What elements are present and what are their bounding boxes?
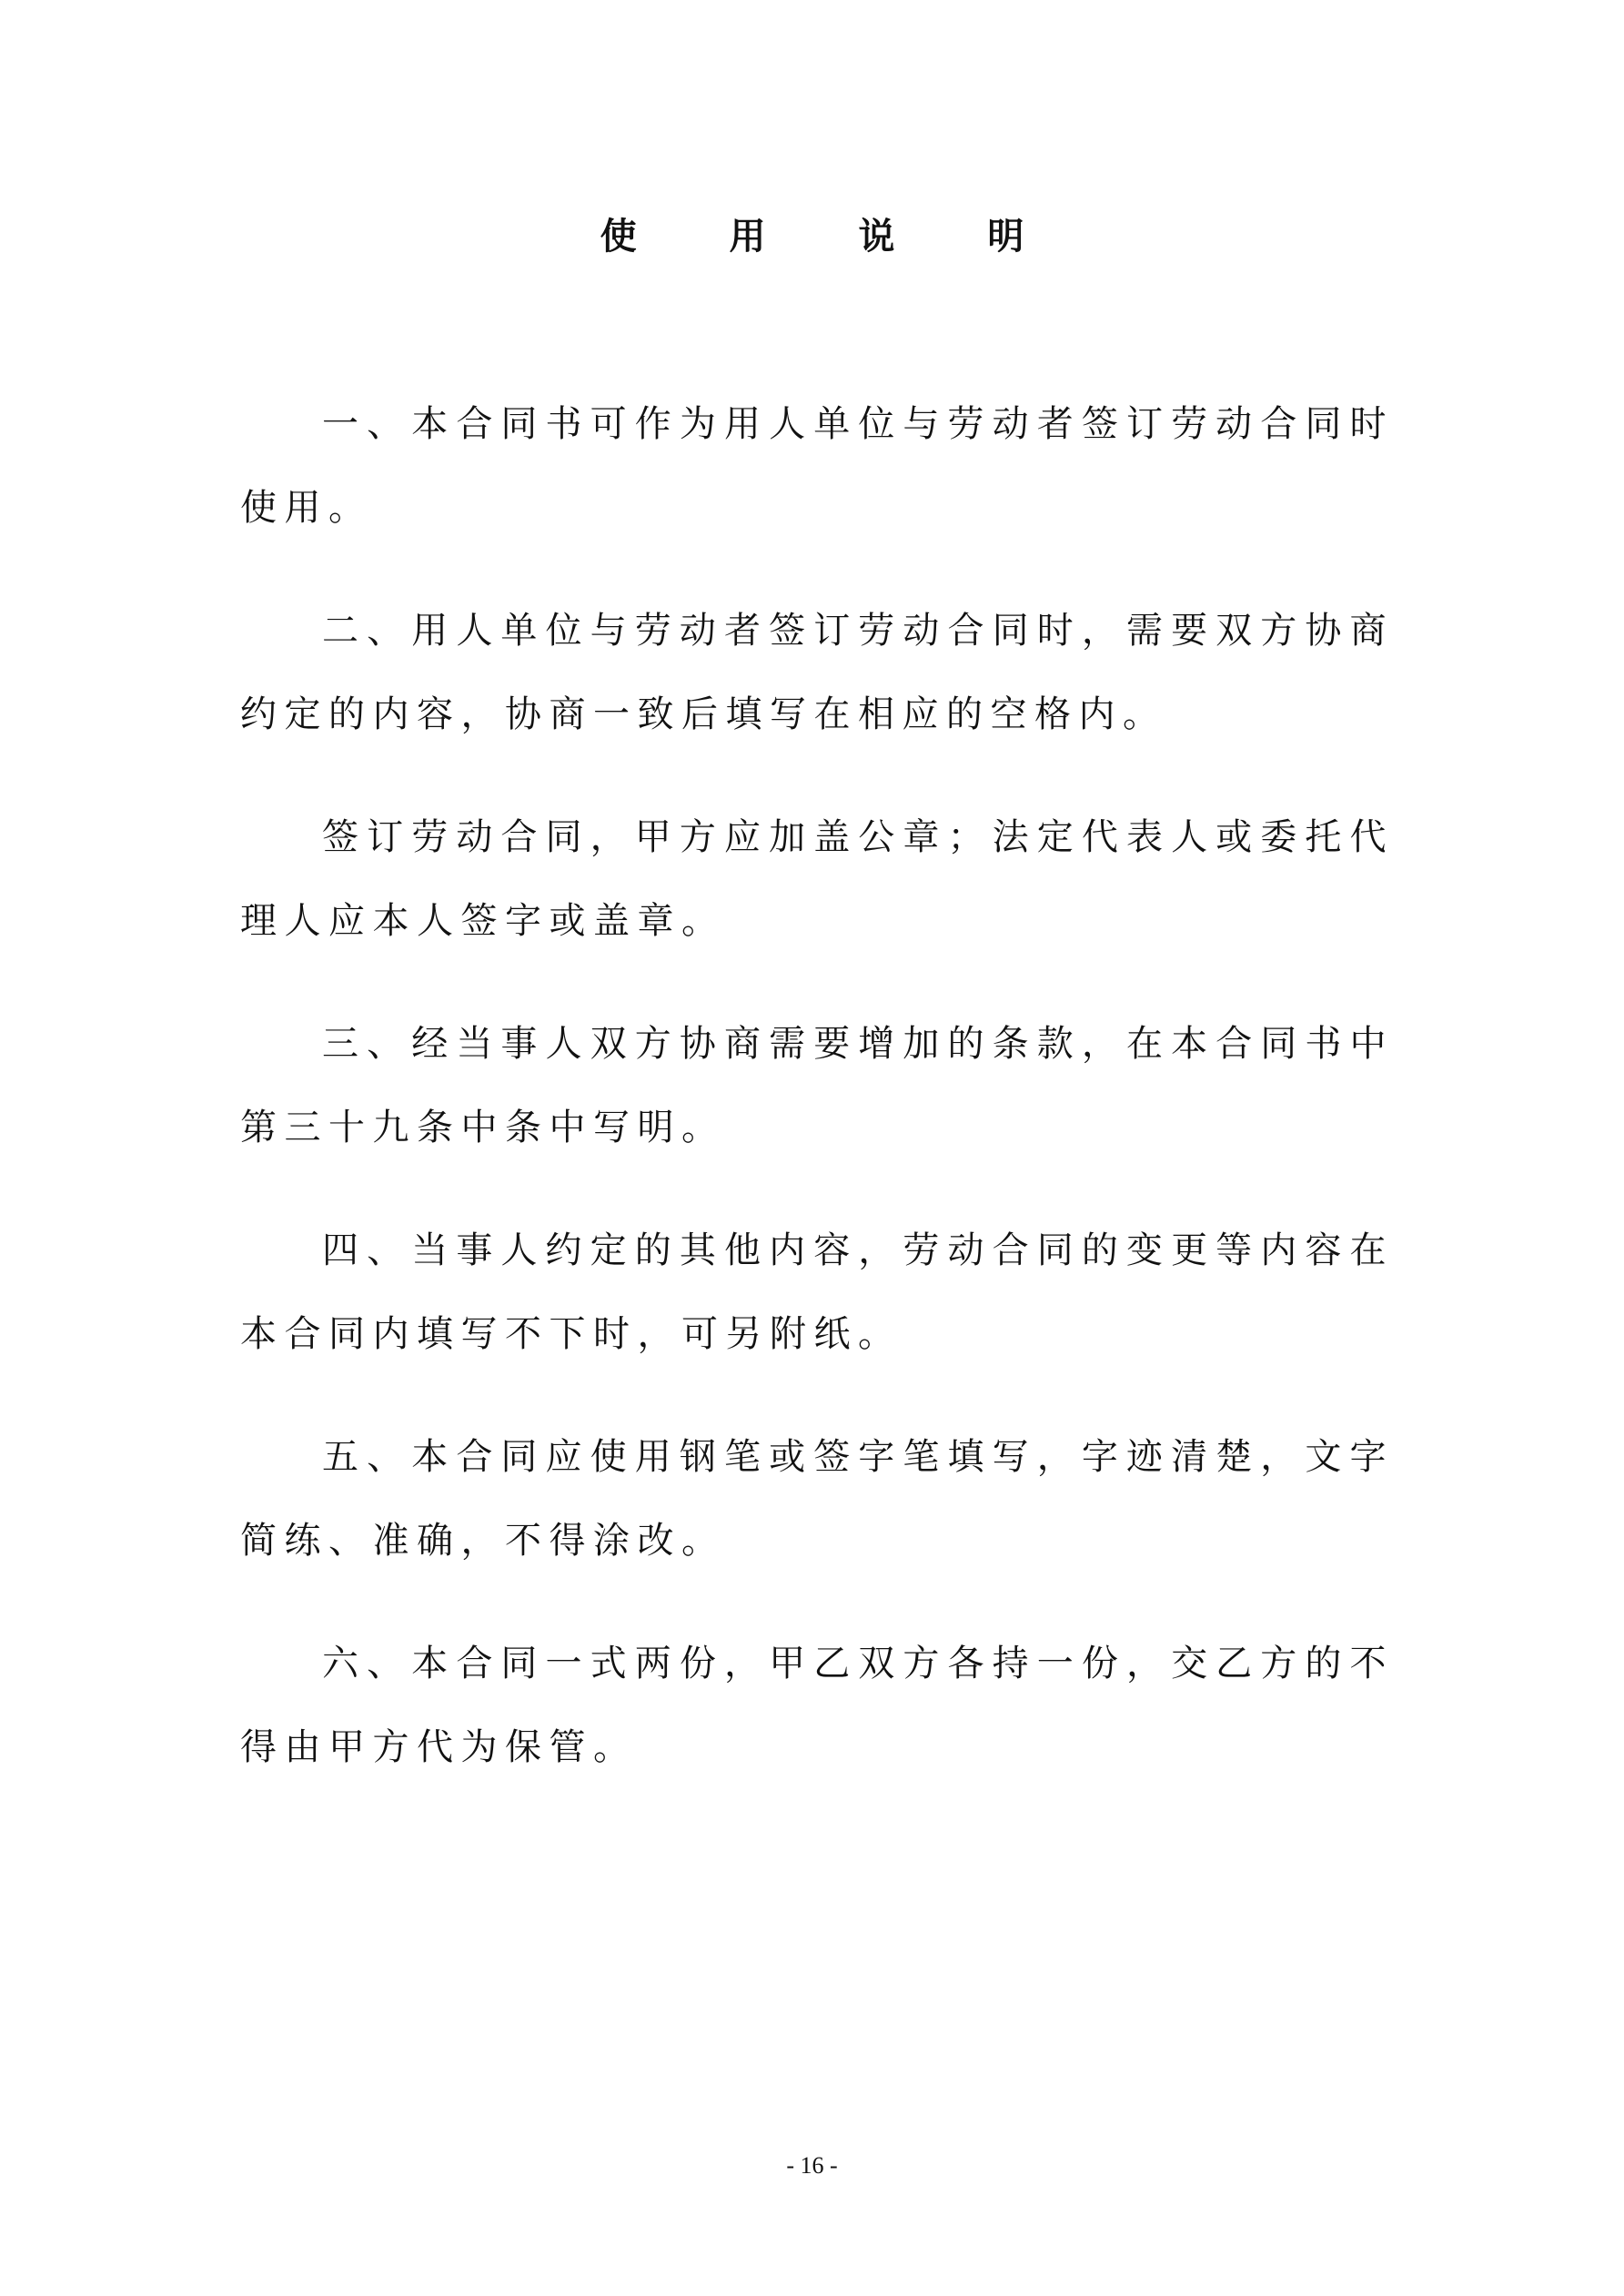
instruction-paragraph-3: 三、经当事人双方协商需要增加的条款，在本合同书中第三十九条中条中写明。 [240,1023,1394,1148]
instruction-paragraph-2: 二、用人单位与劳动者签订劳动合同时，需要双方协商约定的内容，协商一致后填写在相应的空格内。 [240,610,1394,735]
instruction-paragraph-5: 五、本合同应使用钢笔或签字笔填写，字迹清楚，文字简练、准确，不得涂改。 [240,1436,1394,1562]
page-title: 使 用 说 明 [600,215,1064,258]
page-number: - 16 - [786,2152,838,2179]
instruction-paragraph-1: 一、本合同书可作为用人单位与劳动者签订劳动合同时使用。 [240,403,1394,529]
instruction-paragraph-6: 六、本合同一式两份，甲乙双方各持一份，交乙方的不得由甲方代为保管。 [240,1643,1394,1768]
instruction-paragraph-2b: 签订劳动合同，甲方应加盖公章；法定代表人或委托代理人应本人签字或盖章。 [240,816,1394,942]
instructions-body [240,382,1394,1828]
instruction-paragraph-4: 四、当事人约定的其他内容，劳动合同的变更等内容在本合同内填写不下时，可另附纸。 [240,1229,1394,1355]
